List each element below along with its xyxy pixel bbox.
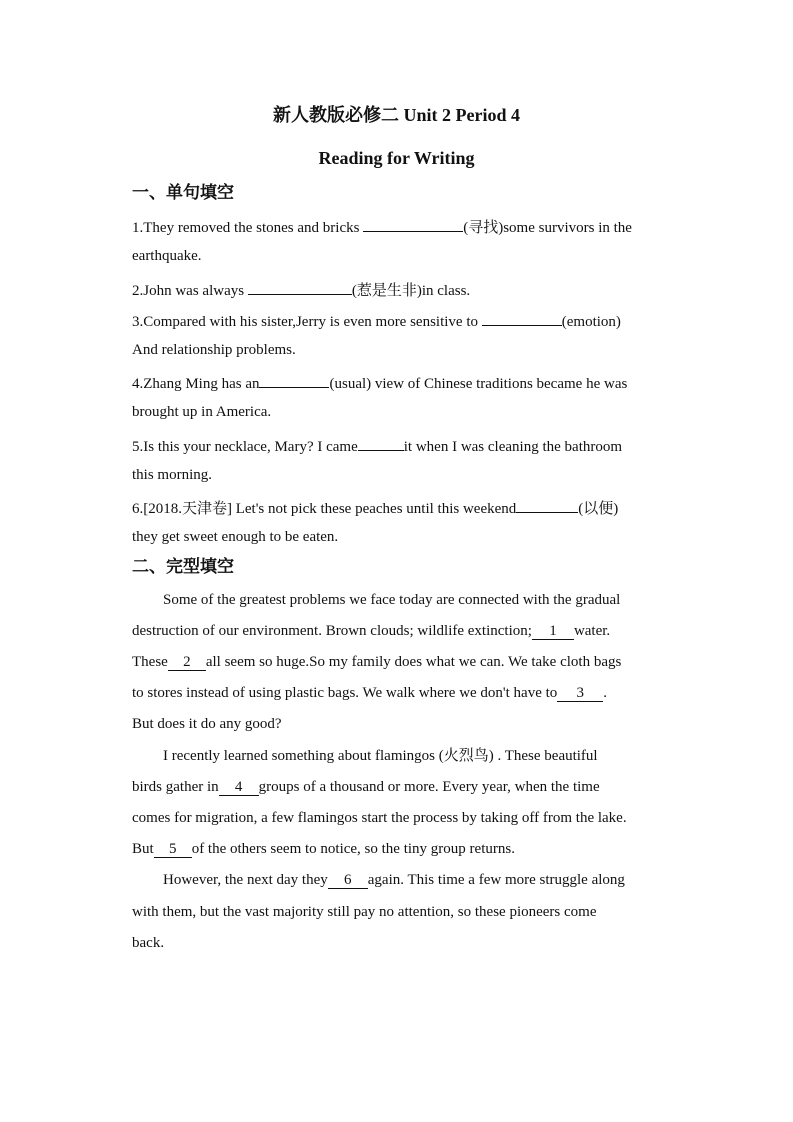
question-text: 4.Zhang Ming has an [132, 376, 260, 392]
question-text: view of Chinese traditions became he was [371, 376, 628, 392]
question-text: in class. [421, 283, 471, 299]
answer-blank-q6[interactable] [516, 496, 578, 513]
cloze-paragraph-1-line-3 [132, 652, 667, 672]
question-text: 5.Is this your necklace, Mary? I came [132, 439, 358, 455]
question-text: 2.John was always [132, 283, 248, 299]
cloze-blank-6[interactable]: 6 [328, 872, 368, 889]
cloze-paragraph-3-line-3: back. [132, 935, 165, 951]
cloze-blank-5[interactable]: 5 [154, 841, 192, 858]
question-3-line-1 [132, 309, 667, 332]
cloze-paragraph-2-line-3: comes for migration, a few flamingos start the process by taking off from the lake. [132, 810, 627, 826]
question-2 [132, 278, 667, 301]
passage-text: groups of a thousand or more. Every year, when the time [258, 779, 600, 795]
question-3-line-2: And relationship problems. [132, 342, 296, 358]
question-5-line-1 [132, 434, 667, 457]
question-5-line-2: this morning. [132, 467, 213, 483]
question-text: it when I was cleaning the bathroom [403, 439, 623, 455]
cloze-paragraph-3-line-2: with them, but the vast majority still pay no attention, so these pioneers come [132, 904, 597, 920]
answer-blank-q3[interactable] [482, 309, 562, 326]
cloze-paragraph-1-line-4 [132, 683, 667, 703]
passage-text: all seem so huge.So my family does what we can. We take cloth bags [205, 654, 622, 670]
cloze-paragraph-1-line-1: Some of the greatest problems we face today are connected with the gradual [163, 592, 621, 608]
question-1-line-1 [132, 215, 667, 238]
section-heading-cloze: 二、完型填空 [132, 557, 234, 576]
passage-text: However, the next day they [163, 872, 328, 888]
cloze-paragraph-2-line-2 [132, 777, 667, 797]
passage-text: to stores instead of using plastic bags. We walk where we don't have to [132, 685, 558, 701]
question-text: 6.[2018.天津卷] Let's not pick these peaches until this weekend [132, 501, 517, 517]
passage-text: again. This time a few more struggle along [367, 872, 625, 888]
question-1-line-2: earthquake. [132, 248, 202, 264]
document-subtitle: Reading for Writing [318, 148, 475, 168]
passage-text: birds gather in [132, 779, 219, 795]
question-4-line-2: brought up in America. [132, 404, 272, 420]
question-hint: (寻找) [463, 220, 504, 236]
cloze-paragraph-3-line-1 [163, 870, 667, 890]
cloze-paragraph-1-line-2 [132, 621, 667, 641]
question-hint: (惹是生非) [351, 283, 422, 299]
section-heading-fill-in: 一、单句填空 [132, 183, 234, 202]
passage-text: water. [573, 623, 611, 639]
question-text: 1.They removed the stones and bricks [132, 220, 364, 236]
cloze-paragraph-1-line-5: But does it do any good? [132, 716, 282, 732]
question-text: 3.Compared with his sister,Jerry is even more sensitive to [132, 314, 482, 330]
passage-text: destruction of our environment. Brown clouds; wildlife extinction; [132, 623, 532, 639]
question-text: some survivors in the [503, 220, 632, 236]
document-title: 新人教版必修二 Unit 2 Period 4 [273, 105, 520, 125]
passage-text: . [603, 685, 608, 701]
cloze-blank-2[interactable]: 2 [168, 654, 206, 671]
question-6-line-2: they get sweet enough to be eaten. [132, 529, 339, 545]
question-hint: (emotion) [561, 314, 621, 330]
cloze-paragraph-2-line-1: I recently learned something about flamingos (火烈鸟) . These beautiful [163, 748, 598, 764]
cloze-blank-4[interactable]: 4 [219, 779, 259, 796]
question-hint: (以便) [578, 501, 619, 517]
answer-blank-q2[interactable] [248, 278, 352, 295]
cloze-paragraph-2-line-4 [132, 839, 667, 859]
question-6-line-1 [132, 496, 667, 519]
question-4-line-1 [132, 371, 667, 394]
question-hint: (usual) [329, 376, 372, 392]
answer-blank-q1[interactable] [363, 215, 463, 232]
passage-text: But [132, 841, 154, 857]
passage-text: These [132, 654, 168, 670]
passage-text: of the others seem to notice, so the tiny group returns. [191, 841, 515, 857]
answer-blank-q5[interactable] [358, 434, 404, 451]
cloze-blank-3[interactable]: 3 [557, 685, 603, 702]
answer-blank-q4[interactable] [259, 371, 329, 388]
cloze-blank-1[interactable]: 1 [532, 623, 574, 640]
